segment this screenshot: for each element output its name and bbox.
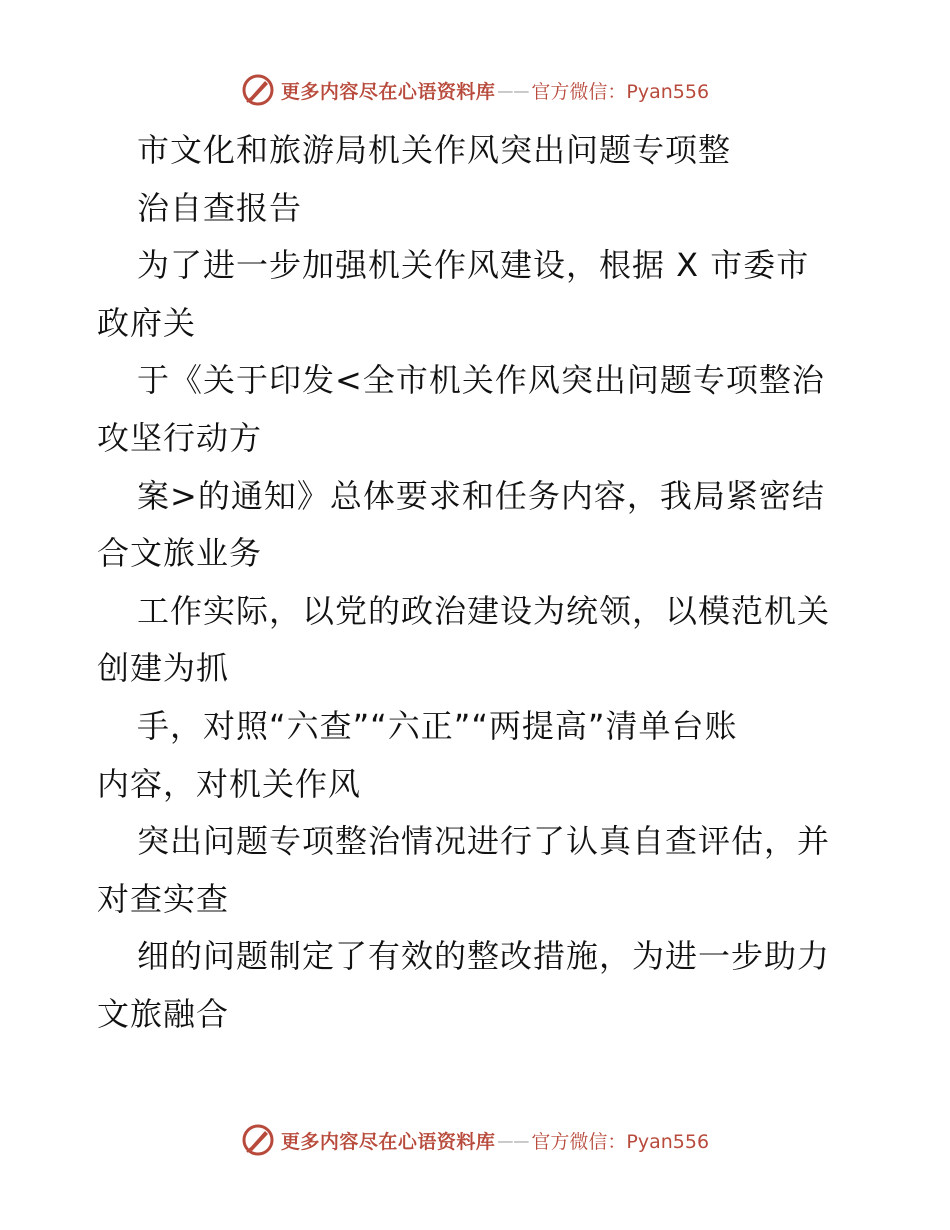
- document-body: [97, 122, 857, 1044]
- text-line: 合文旅业务: [97, 534, 263, 573]
- text-line: 攻坚行动方: [97, 418, 263, 457]
- footer-watermark: [0, 1120, 950, 1160]
- quill-logo-icon: [241, 1123, 275, 1157]
- text-line: 创建为抓: [97, 649, 230, 688]
- watermark-text: 更多内容尽在心语资料库: [280, 1130, 496, 1153]
- text-line: 市文化和旅游局机关作风突出问题专项整: [137, 131, 732, 169]
- text-line: 工作实际，以党的政治建设为统领，以模范机关: [137, 591, 831, 630]
- text-line: 对查实查: [97, 879, 230, 918]
- quill-logo-icon: [241, 73, 275, 107]
- header-watermark: [0, 70, 950, 110]
- text-line: 为了进一步加强机关作风建设，根据 X 市委市: [137, 246, 810, 285]
- text-line: 文旅融合: [97, 994, 230, 1033]
- text-line: 案>的通知》总体要求和任务内容，我局紧密结: [137, 476, 825, 515]
- text-line: 于《关于印发<全市机关作风突出问题专项整治: [137, 361, 825, 400]
- watermark-text: 更多内容尽在心语资料库: [280, 80, 496, 103]
- text-line: 细的问题制定了有效的整改措施，为进一步助力: [137, 937, 831, 976]
- text-line: 突出问题专项整治情况进行了认真自查评估，并: [137, 822, 831, 861]
- text-line: 政府关: [97, 303, 197, 342]
- watermark-wechat: 官方微信：Pyan556: [531, 1130, 710, 1153]
- watermark-separator: ——: [497, 1130, 530, 1150]
- watermark-separator: ——: [497, 80, 530, 100]
- watermark-wechat: 官方微信：Pyan556: [531, 80, 710, 103]
- text-line: 治自查报告: [137, 188, 303, 227]
- text-line: 内容，对机关作风: [97, 764, 362, 803]
- text-line: 手，对照“六查”“六正”“两提高”清单台账: [137, 706, 738, 745]
